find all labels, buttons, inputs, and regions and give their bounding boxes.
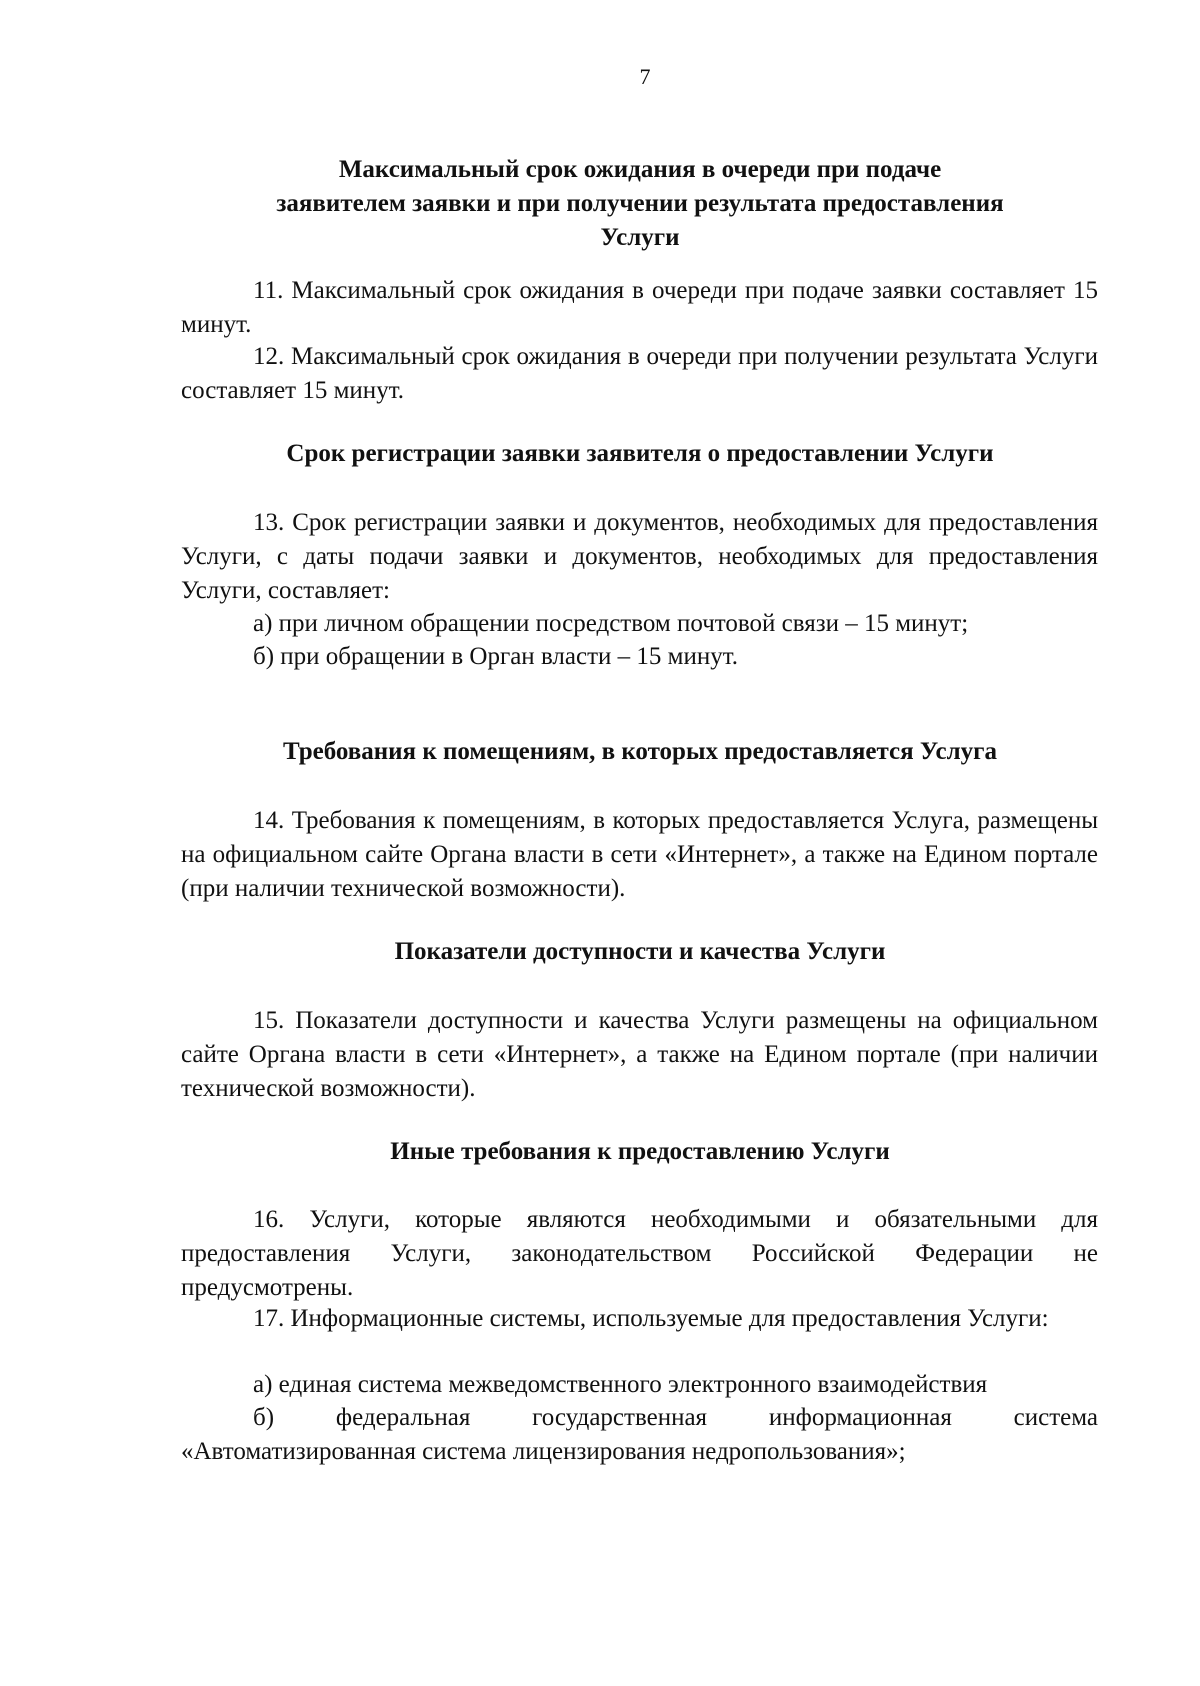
section-heading-registration: Срок регистрации заявки заявителя о предоставлении Услуги — [286, 440, 994, 467]
heading-line: Услуги — [600, 224, 680, 251]
paragraph-13-item-a: а) при личном обращении посредством почтовой связи – 15 минут; — [253, 610, 969, 637]
heading-line: заявителем заявки и при получении результата предоставления — [276, 190, 1004, 217]
paragraph-12: 12. Максимальный срок ожидания в очереди при получении результата Услуги составляет 15 минут. — [181, 343, 1098, 404]
paragraph-17: 17. Информационные системы, используемые для предоставления Услуги: — [253, 1305, 1049, 1332]
paragraph-13-item-b: б) при обращении в Орган власти – 15 минут. — [253, 643, 739, 670]
paragraph-17-item-a: а) единая система межведомственного электронного взаимодействия — [253, 1371, 988, 1398]
section-heading-premises: Требования к помещениям, в которых предоставляется Услуга — [282, 738, 998, 765]
paragraph-11: 11. Максимальный срок ожидания в очереди при подаче заявки составляет 15 минут. — [181, 277, 1098, 338]
section-heading-queue — [180, 153, 1100, 255]
paragraph-17-item-b: б) федеральная государственная информационная система «Автоматизированная система лицензирования недропользования»; — [181, 1404, 1098, 1465]
section-heading-other: Иные требования к предоставлению Услуги — [390, 1138, 890, 1165]
paragraph-14: 14. Требования к помещениям, в которых предоставляется Услуга, размещены на официальном сайте Органа власти в сети «Интернет», а также на Едином портале (при наличии технической возможности). — [181, 807, 1098, 902]
section-heading-quality: Показатели доступности и качества Услуги — [394, 938, 886, 965]
paragraph-13: 13. Срок регистрации заявки и документов, необходимых для предоставления Услуги, с даты подачи заявки и документов, необходимых для предоставления Услуги, составляет: — [181, 509, 1098, 604]
paragraph-15: 15. Показатели доступности и качества Услуги размещены на официальном сайте Органа власти в сети «Интернет», а также на Едином портале (при наличии технической возможности). — [181, 1007, 1098, 1102]
heading-line: Максимальный срок ожидания в очереди при подаче — [338, 156, 942, 183]
paragraph-16: 16. Услуги, которые являются необходимыми и обязательными для предоставления Услуги, законодательством Российской Федерации не предусмотрены. — [181, 1206, 1098, 1301]
page-number: 7 — [639, 64, 651, 89]
